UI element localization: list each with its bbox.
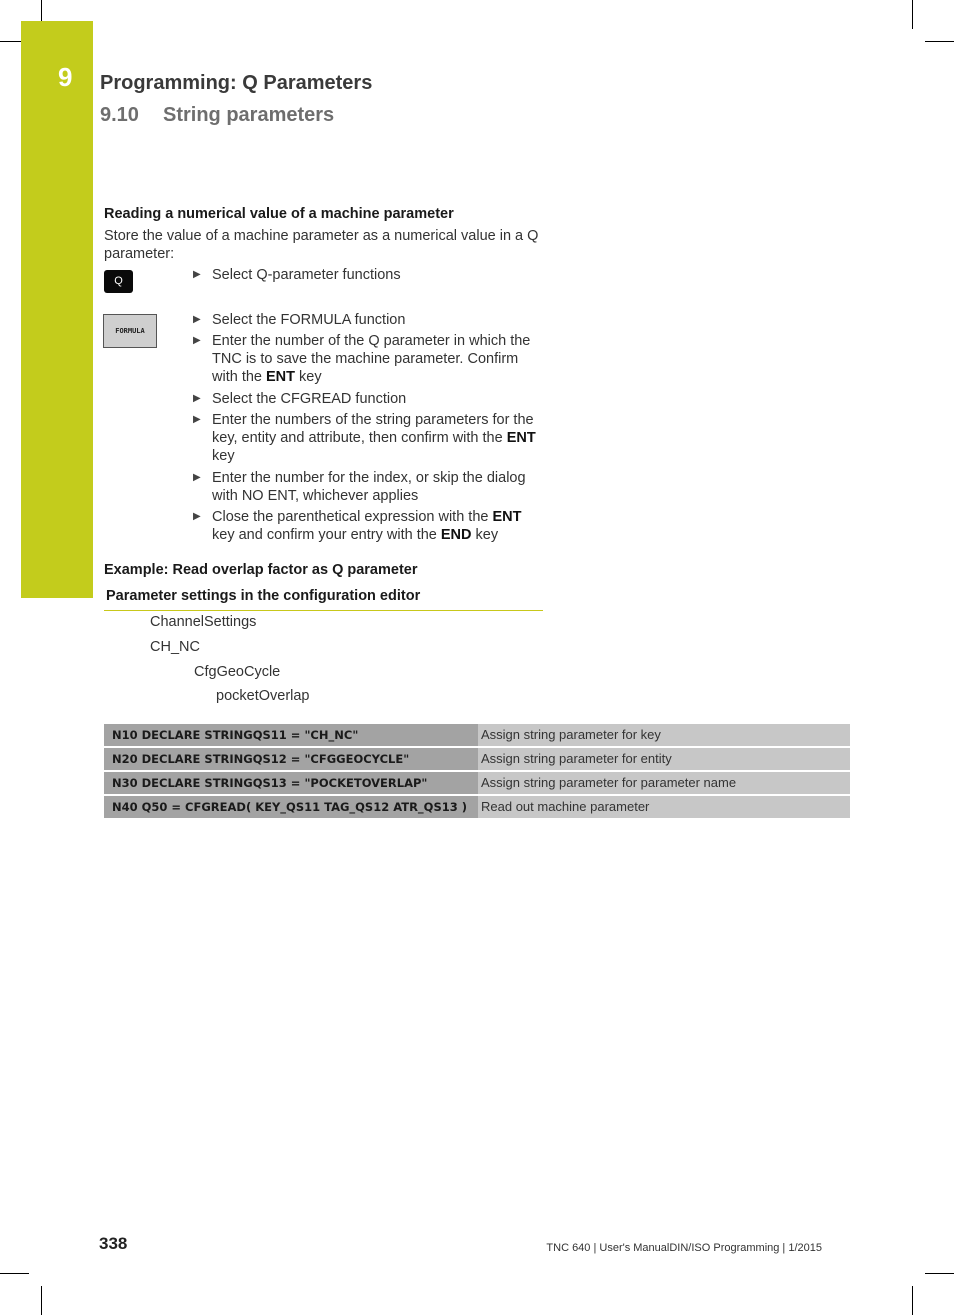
comment-cell: Assign string parameter for entity (478, 748, 850, 770)
step-item: ▶ Close the parenthetical expression with the ENT key and confirm your entry with the END key (193, 509, 522, 543)
step-item: ▶ Select the CFGREAD function (193, 391, 407, 407)
config-editor-header: Parameter settings in the configuration editor (104, 588, 543, 611)
section-number: 9.10 (100, 104, 139, 126)
config-tree-item: pocketOverlap (216, 688, 310, 704)
code-table-row (104, 748, 850, 770)
crop-mark (0, 41, 22, 42)
q-key-icon: Q (104, 270, 133, 293)
crop-mark (925, 1273, 954, 1274)
crop-mark (912, 1286, 913, 1315)
step-item: ▶ Enter the number for the index, or skip the dialog with NO ENT, whichever applies (193, 470, 526, 504)
bullet-arrow-icon: ▶ (193, 511, 201, 522)
bullet-arrow-icon: ▶ (193, 269, 201, 280)
comment-cell: Assign string parameter for parameter name (478, 772, 850, 794)
comment-cell: Assign string parameter for key (478, 724, 850, 746)
crop-mark (925, 41, 954, 42)
code-cell: N40 Q50 = CFGREAD( KEY_QS11 TAG_QS12 ATR_QS13 ) (104, 796, 478, 818)
code-table-row (104, 772, 850, 794)
bullet-arrow-icon: ▶ (193, 414, 201, 425)
chapter-number: 9 (58, 62, 73, 92)
code-table-row (104, 724, 850, 746)
chapter-side-bar (21, 21, 93, 598)
code-cell: N10 DECLARE STRINGQS11 = "CH_NC" (104, 724, 478, 746)
config-tree-item: ChannelSettings (150, 614, 257, 630)
comment-cell: Read out machine parameter (478, 796, 850, 818)
config-tree-item: CfgGeoCycle (194, 664, 281, 680)
footer-text: TNC 640 | User's ManualDIN/ISO Programming | 1/2015 (546, 1242, 822, 1254)
step-item: ▶ Enter the number of the Q parameter in which the TNC is to save the machine parameter. Confirm with the ENT key (193, 333, 531, 385)
bullet-arrow-icon: ▶ (193, 472, 201, 483)
code-table-row (104, 796, 850, 818)
chapter-title: Programming: Q Parameters (100, 72, 373, 94)
intro-paragraph: Store the value of a machine parameter as a numerical value in a Q parameter: (104, 228, 539, 262)
subsection-title: Reading a numerical value of a machine parameter (104, 206, 454, 222)
crop-mark (41, 1286, 42, 1315)
crop-mark (0, 1273, 29, 1274)
section-title: String parameters (163, 104, 335, 126)
page-number: 338 (99, 1234, 128, 1253)
code-cell: N20 DECLARE STRINGQS12 = "CFGGEOCYCLE" (104, 748, 478, 770)
example-title: Example: Read overlap factor as Q parameter (104, 562, 418, 578)
bullet-arrow-icon: ▶ (193, 335, 201, 346)
step-item: ▶ Select Q-parameter functions (193, 267, 401, 283)
code-cell: N30 DECLARE STRINGQS13 = "POCKETOVERLAP" (104, 772, 478, 794)
bullet-arrow-icon: ▶ (193, 314, 201, 325)
section-heading (100, 104, 334, 127)
config-tree-item: CH_NC (150, 639, 200, 655)
formula-softkey-icon: FORMULA (103, 314, 157, 348)
crop-mark (912, 0, 913, 29)
bullet-arrow-icon: ▶ (193, 393, 201, 404)
step-item: ▶ Enter the numbers of the string parameters for the key, entity and attribute, then confirm with the ENT key (193, 412, 536, 464)
step-item: ▶ Select the FORMULA function (193, 312, 406, 328)
